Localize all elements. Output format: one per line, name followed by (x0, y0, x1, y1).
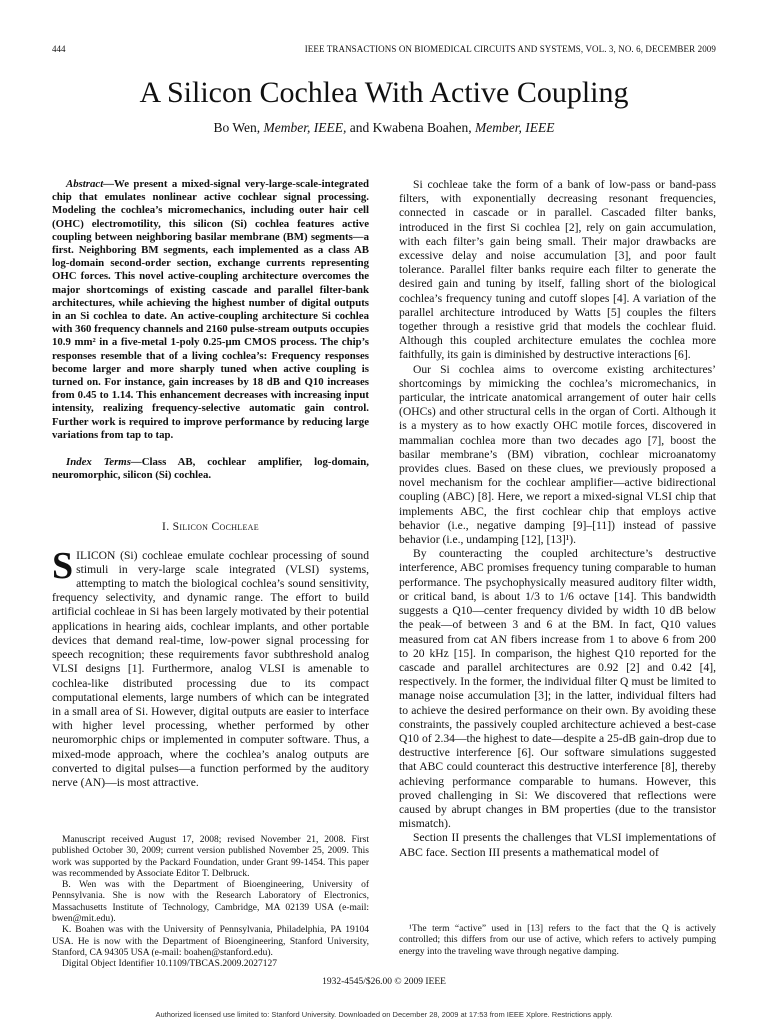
author-role: Member, IEEE (475, 120, 555, 135)
intro-paragraph (52, 544, 369, 790)
author-name: Bo Wen, (213, 120, 261, 135)
author-footnotes (52, 835, 369, 971)
abstract-label: Abstract— (66, 178, 114, 190)
page-number: 444 (52, 44, 66, 54)
section-numeral: I. (162, 520, 170, 534)
body-paragraph: Si cochleae take the form of a bank of low-pass or band-pass filters, with exponentially decreasing resonant frequencies, connected in cascade or in parallel. Cascaded filter banks, introduced in the first Si cochlea [2], rely on gain accumulation, with each filter’s gain being small. Their major drawbacks are excessive delay and noise accumulation [3], and poor fault tolerance. Parallel filter banks require each filter to generate the desired gain and tuning by itself, falling short of the biological cochlea’s frequency tuning and cutoff slopes [4]. A variation of the parallel architecture introduced by Watts [5] couples the filters together through a resistive grid that models the cochlear fluid. Although this coupled architecture emulates the cochlea more faithfully, its gain is diminished by destructive interactions [6]. (399, 178, 716, 362)
intro-text: ILICON (Si) cochleae emulate cochlear processing of sound stimuli in very-large scale integrated (VLSI) systems, attempting to match the biological cochlea’s sound sensitivity, frequency selectivity, and dynamic range. The effort to build artificial cochleae in Si has been largely motivated by their potential applications in hearing aids, cochlear implants, and other portable devices that demand real-time, low-power signal processing for speech recognition; these requirements favor subthreshold analog VLSI designs [1]. Furthermore, analog VLSI is amenable to cochlea-like distributed processing due to its compact computational elements, large numbers of which can be integrated in a small area of Si. However, digital outputs are easier to interface with higher level processing, whether performed by other neuromorphic chips or implemented in computer software. Thus, a mixed-mode approach, where the cochlea’s analog outputs are converted to digital pulses—a function performed by the auditory nerve (AN)—is most attractive. (52, 548, 369, 789)
abstract-text: We present a mixed-signal very-large-scale-integrated chip that emulates nonlinear active cochlear signal processing. Modeling the cochlea’s micromechanics, including outer hair cell (OHC) electromotility, this silicon (Si) cochlea features active coupling between neighboring basilar membrane (BM) segments—a first. Neighboring BM segments, each implemented as a class AB log-domain second-order section, exchange currents representing OHC forces. This novel active-coupling architecture overcomes the major shortcomings of existing cascade and parallel filter-bank architectures, while achieving the highest number of digital outputs in an Si cochlea to date. An active-coupling architecture Si cochlea with 360 frequency channels and 2160 pulse-stream outputs occupies 10.9 mm² in a five-metal 1-poly 0.25-μm CMOS process. The chip’s responses resemble that of a living cochlea’s: Frequency responses become larger and more sharply tuned when active coupling is turned on. For instance, gain increases by 18 dB and Q10 increases from 0.45 to 1.14. This enhancement decreases with increasing input intensity, realizing frequency-selective automatic gain control. Further work is required to improve performance by reducing large variations from tap to tap. (52, 178, 369, 441)
body-paragraph: By counteracting the coupled architecture’s destructive interference, ABC promises frequency tuning comparable to human performance. The psychophysically measured auditory filter width, or critical band, is about 1/3 to 1/6 octave [14]. This bandwidth suggests a Q10—center frequency divided by width 10 dB below the peak—of between 3 and 6 at the BM. In fact, Q10 values measured from cat AN fibers increase from 1 to above 6 from 200 to 20 kHz [15]. In comparison, the highest Q10 reported for the cascade and parallel architectures are 0.92 [2] and 0.42 [4], respectively. In the former, the individual filter Q must be limited to manage noise accumulation [3]; in the latter, individual filters had to achieve the desired performance on their own. By avoiding these constraints, the passively coupled architecture achieved a best-case Q10 of 2.34—the highest to date—despite a 25-dB gain-drop due to destructive interference [6]. Our software simulations suggested that ABC could counteract this destructive interference [8], thereby achieving performance comparable to humans. However, this proved challenging in Si: We discovered that reflections were caused by abrupt changes in BM properties (due to the transistor mismatch). (399, 547, 716, 831)
right-footnote: ¹The term “active” used in [13] refers to the fact that the Q is actively controlled; this differs from our use of active, which refers to actively pumping energy into the traveling wave through negative damping. (399, 924, 716, 957)
paper-title: A Silicon Cochlea With Active Coupling (139, 76, 629, 109)
section-heading (52, 520, 369, 534)
author-conjunction: and (349, 120, 370, 135)
index-terms-text: Class AB, cochlear amplifier, log-domain, neuromorphic, silicon (Si) cochlea. (52, 456, 369, 482)
body-paragraph: Section II presents the challenges that VLSI implementations of ABC face. Section III presents a mathematical model of (399, 831, 716, 859)
license-notice: Authorized licensed use limited to: Stanford University. Downloaded on December 28, 2009 at 17:53 from IEEE Xplore. Restrictions apply. (155, 1010, 613, 1019)
abstract (52, 178, 369, 442)
footnote-author1: B. Wen was with the Department of Bioengineering, University of Pennsylvania. She is now with the Research Laboratory of Electronics, Massachusetts Institute of Technology, Cambridge, MA 02139 USA (e-mail: bwen@mit.edu). (52, 880, 369, 925)
body-paragraph: Our Si cochlea aims to overcome existing architectures’ shortcomings by mimicking the cochlea’s micromechanics, in particular, the intricate anatomical arrangement of outer hair cells (OHCs) and other structural cells in the organ of Corti. Although it is a mystery as to how exactly OHC motile forces, discovered in mammalian cochlea more than two decades ago [7], boost the basilar membrane’s (BM) vibration, cochlear microanatomy provides clues. Based on these clues, we previously proposed a novel mechanism for the cochlear amplifier—active bidirectional coupling (ABC) [8]. Here, we report a mixed-signal VLSI chip that implements ABC, the first cochlear chip that employs active behavior (i.e., negative damping [9]–[11]) instead of passive behavior (i.e., undamping [12], [13]¹). (399, 362, 716, 547)
drop-cap: S (52, 544, 74, 587)
journal-header: IEEE TRANSACTIONS ON BIOMEDICAL CIRCUITS AND SYSTEMS, VOL. 3, NO. 6, DECEMBER 2009 (304, 44, 716, 54)
author-line (0, 120, 768, 136)
index-terms (52, 456, 369, 482)
section-title: Silicon Cochleae (172, 520, 259, 534)
author-name: Kwabena Boahen, (372, 120, 472, 135)
index-terms-label: Index Terms— (66, 456, 142, 469)
copyright-line: 1932-4545/$26.00 © 2009 IEEE (322, 977, 446, 987)
right-column (399, 178, 716, 860)
left-column (52, 178, 369, 790)
author-role: Member, IEEE, (263, 120, 347, 135)
footnote-doi: Digital Object Identifier 10.1109/TBCAS.2009.2027127 (62, 959, 277, 970)
footnote-manuscript: Manuscript received August 17, 2008; revised November 21, 2008. First published October 30, 2009; current version published November 25, 2009. This work was supported by the Packard Foundation, under Grant 99-1454. This paper was recommended by Associate Editor T. Delbruck. (52, 835, 369, 879)
footnote-author2: K. Boahen was with the University of Pennsylvania, Philadelphia, PA 19104 USA. He is now with the Department of Bioengineering, Stanford University, Stanford, CA 94305 USA (e-mail: boahen@stanford.edu). (52, 925, 369, 958)
